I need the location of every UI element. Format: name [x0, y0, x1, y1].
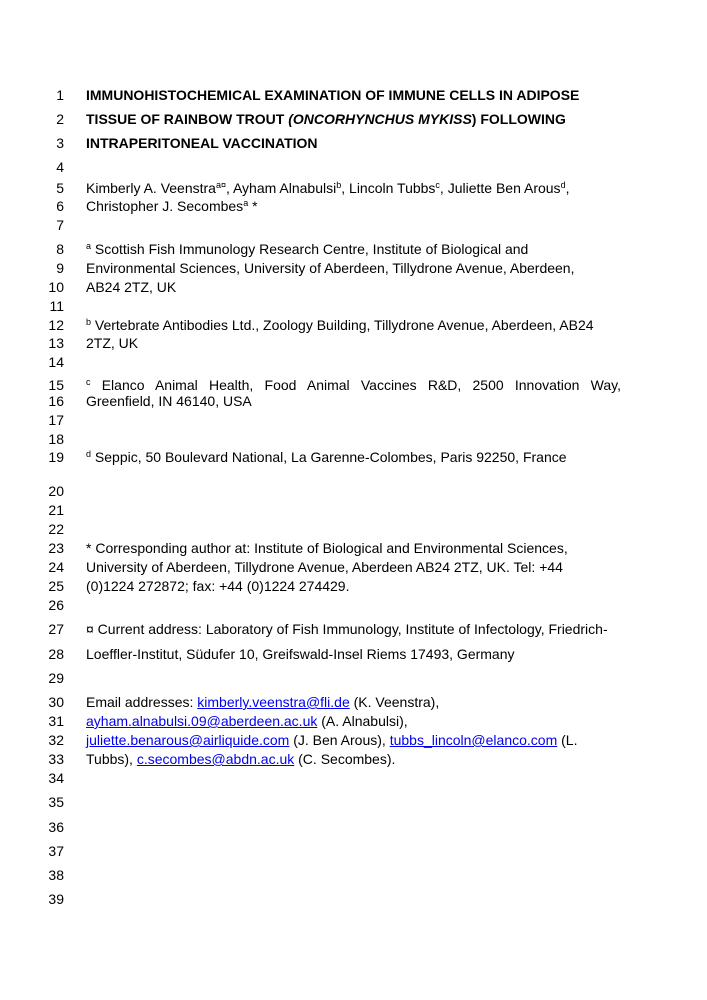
- line-number: 20: [48, 483, 64, 499]
- corresponding-marker: *: [248, 198, 258, 214]
- corresponding-line-2: University of Aberdeen, Tillydrone Avenue, Aberdeen AB24 2TZ, UK. Tel: +44: [86, 559, 563, 575]
- line-number: 15: [48, 377, 64, 393]
- line-number: 36: [48, 819, 64, 835]
- line-number: 33: [48, 751, 64, 767]
- email-link-tubbs[interactable]: tubbs_lincoln@elanco.com: [389, 732, 558, 748]
- affiliation-text: Seppic, 50 Boulevard National, La Garenne-Colombes, Paris 92250, France: [91, 449, 567, 465]
- email-link-veenstra[interactable]: kimberly.veenstra@fli.de: [197, 694, 350, 710]
- line-number: 16: [48, 393, 64, 409]
- line-number: 39: [48, 891, 64, 907]
- author-name: , Ayham Alnabulsi: [225, 180, 337, 196]
- line-number: 3: [56, 135, 64, 151]
- title-line-3: INTRAPERITONEAL VACCINATION: [86, 135, 318, 151]
- title-line-1: IMMUNOHISTOCHEMICAL EXAMINATION OF IMMUNE CELLS IN ADIPOSE: [86, 87, 580, 103]
- affiliation-marker: a¤: [215, 180, 226, 190]
- affiliation-marker: c: [86, 377, 91, 387]
- line-number: 25: [48, 578, 64, 594]
- line-number: 1: [56, 87, 64, 103]
- affiliation-b-line-2: 2TZ, UK: [86, 335, 139, 351]
- line-number: 23: [48, 540, 64, 556]
- line-number: 38: [48, 867, 64, 883]
- line-number: 8: [56, 241, 64, 257]
- affiliation-b-line-1: [86, 317, 594, 333]
- line-number: 35: [48, 794, 64, 810]
- email-line-1: [86, 694, 439, 710]
- email-link-ben-arous[interactable]: juliette.benarous@airliquide.com: [86, 732, 290, 748]
- line-number: 34: [48, 770, 64, 786]
- line-number: 18: [48, 431, 64, 447]
- line-number: 10: [48, 279, 64, 295]
- email-line-2: [86, 713, 408, 729]
- email-owner: (J. Ben Arous),: [289, 732, 390, 748]
- line-number: 21: [48, 502, 64, 518]
- title-text: ) FOLLOWING: [471, 111, 566, 127]
- affiliation-marker: d: [560, 180, 566, 190]
- affiliation-text: Elanco Animal Health, Food Animal Vaccines R&D, 2500 Innovation Way,: [90, 377, 621, 393]
- line-number: 4: [56, 159, 64, 175]
- affiliation-marker: a: [243, 198, 249, 208]
- line-number: 28: [48, 646, 64, 662]
- email-owner: Tubbs),: [86, 751, 137, 767]
- line-number: 22: [48, 521, 64, 537]
- line-number: 19: [48, 449, 64, 465]
- line-number: 5: [56, 180, 64, 196]
- affiliation-a-line-1: [86, 241, 528, 257]
- affiliation-text: Scottish Fish Immunology Research Centre, Institute of Biological and: [91, 241, 529, 257]
- title-text: TISSUE OF RAINBOW TROUT: [86, 111, 289, 127]
- line-number: 7: [56, 217, 64, 233]
- line-number: 14: [48, 354, 64, 370]
- affiliation-marker: b: [86, 317, 92, 327]
- email-owner: (K. Veenstra),: [349, 694, 440, 710]
- species-name: (ONCORHYNCHUS MYKISS: [288, 111, 472, 127]
- affiliation-text: Vertebrate Antibodies Ltd., Zoology Building, Tillydrone Avenue, Aberdeen, AB24: [91, 317, 594, 333]
- line-number: 6: [56, 198, 64, 214]
- title-line-2: [86, 111, 566, 127]
- author-name: Christopher J. Secombes: [86, 198, 244, 214]
- current-address-line-2: Loeffler-Institut, Südufer 10, Greifswald-Insel Riems 17493, Germany: [86, 646, 515, 662]
- author-separator: ,: [565, 180, 570, 196]
- email-owner: (L.: [557, 732, 578, 748]
- affiliation-marker: c: [435, 180, 440, 190]
- line-number: 12: [48, 317, 64, 333]
- current-address-line-1: ¤ Current address: Laboratory of Fish Immunology, Institute of Infectology, Friedrich-: [86, 621, 608, 637]
- line-number: 30: [48, 694, 64, 710]
- affiliation-c-line-2: Greenfield, IN 46140, USA: [86, 393, 252, 409]
- line-number: 9: [56, 260, 64, 276]
- line-number: 29: [48, 670, 64, 686]
- author-line-2: [86, 198, 258, 214]
- line-number: 32: [48, 732, 64, 748]
- line-number: 17: [48, 412, 64, 428]
- author-line-1: [86, 180, 569, 196]
- corresponding-line-1: * Corresponding author at: Institute of Biological and Environmental Sciences,: [86, 540, 568, 556]
- email-label: Email addresses:: [86, 694, 198, 710]
- line-number: 27: [48, 621, 64, 637]
- line-number: 13: [48, 335, 64, 351]
- affiliation-a-line-2: Environmental Sciences, University of Aberdeen, Tillydrone Avenue, Aberdeen,: [86, 260, 575, 276]
- line-number: 26: [48, 597, 64, 613]
- email-link-alnabulsi[interactable]: ayham.alnabulsi.09@aberdeen.ac.uk: [86, 713, 318, 729]
- line-number: 2: [56, 111, 64, 127]
- author-name: Kimberly A. Veenstra: [86, 180, 216, 196]
- email-owner: (A. Alnabulsi),: [317, 713, 408, 729]
- author-name: , Juliette Ben Arous: [439, 180, 561, 196]
- affiliation-d-line-1: [86, 449, 567, 465]
- affiliation-marker: b: [336, 180, 342, 190]
- affiliation-a-line-3: AB24 2TZ, UK: [86, 279, 177, 295]
- email-line-3: [86, 732, 577, 748]
- affiliation-marker: d: [86, 449, 92, 459]
- email-owner: (C. Secombes).: [294, 751, 396, 767]
- corresponding-line-3: (0)1224 272872; fax: +44 (0)1224 274429.: [86, 578, 350, 594]
- line-number: 31: [48, 713, 64, 729]
- line-number: 11: [49, 298, 64, 314]
- author-name: , Lincoln Tubbs: [341, 180, 436, 196]
- line-number: 37: [48, 843, 64, 859]
- line-number: 24: [48, 559, 64, 575]
- email-link-secombes[interactable]: c.secombes@abdn.ac.uk: [136, 751, 295, 767]
- email-line-4: [86, 751, 395, 767]
- affiliation-marker: a: [86, 241, 92, 251]
- affiliation-c-line-1: [86, 377, 621, 393]
